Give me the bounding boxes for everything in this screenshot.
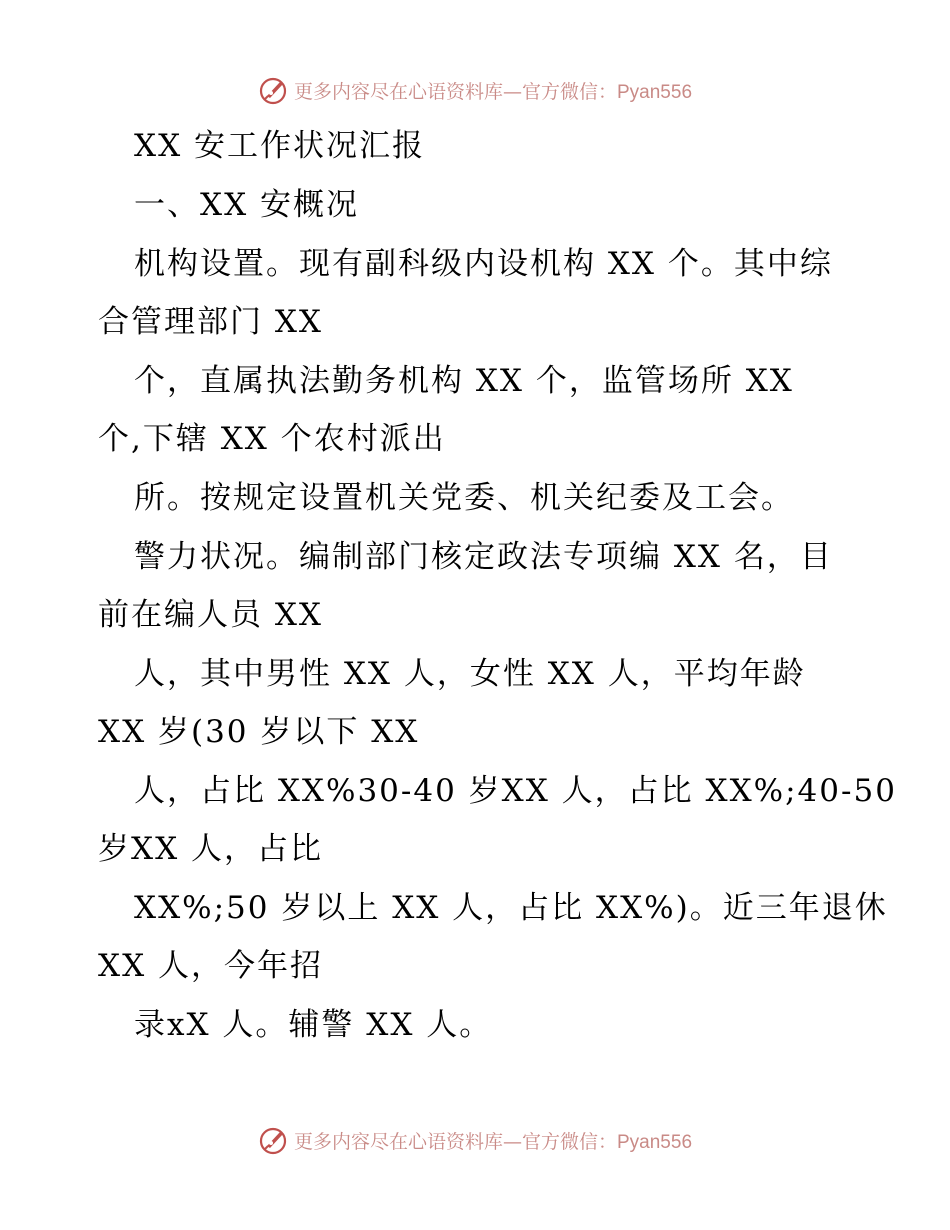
- paragraph-line: XX%;50 岁以上 XX 人，占比 XX%)。近三年退休: [134, 890, 888, 926]
- paragraph-line: 个,下辖 XX 个农村派出: [98, 421, 446, 457]
- paragraph-line: 机构设置。现有副科级内设机构 XX 个。其中综: [134, 246, 833, 282]
- footer-watermark: [0, 1120, 950, 1160]
- paragraph-line: 岁XX 人，占比: [98, 831, 323, 867]
- watermark-text: 更多内容尽在心语资料库—官方微信：Pyan556: [293, 80, 693, 103]
- watermark-text: 更多内容尽在心语资料库—官方微信：Pyan556: [293, 1130, 693, 1153]
- paragraph-line: 人，占比 XX%30-40 岁XX 人，占比 XX%;40-50: [134, 773, 897, 809]
- paragraph-line: 所。按规定设置机关党委、机关纪委及工会。: [134, 480, 794, 516]
- paragraph-line: XX 岁(30 岁以下 XX: [98, 714, 420, 750]
- paragraph-line: 合管理部门 XX: [98, 304, 323, 340]
- feather-pen-icon: [258, 74, 290, 106]
- watermark-wechat-id: Pyan556: [617, 81, 693, 103]
- header-watermark: [0, 70, 950, 110]
- paragraph-line: XX 人，今年招: [98, 948, 323, 984]
- paragraph-line: 人，其中男性 XX 人，女性 XX 人，平均年龄: [134, 656, 806, 692]
- paragraph-line: 个，直属执法勤务机构 XX 个，监管场所 XX: [134, 363, 794, 399]
- document-title: XX 安工作状况汇报: [134, 128, 425, 164]
- paragraph-line: 警力状况。编制部门核定政法专项编 XX 名，目: [134, 539, 833, 575]
- paragraph-line: 录xX 人。辅警 XX 人。: [134, 1007, 493, 1043]
- feather-pen-icon: [258, 1124, 290, 1156]
- section-heading: 一、XX 安概况: [134, 187, 359, 223]
- watermark-wechat-id: Pyan556: [617, 1131, 693, 1153]
- paragraph-line: 前在编人员 XX: [98, 597, 323, 633]
